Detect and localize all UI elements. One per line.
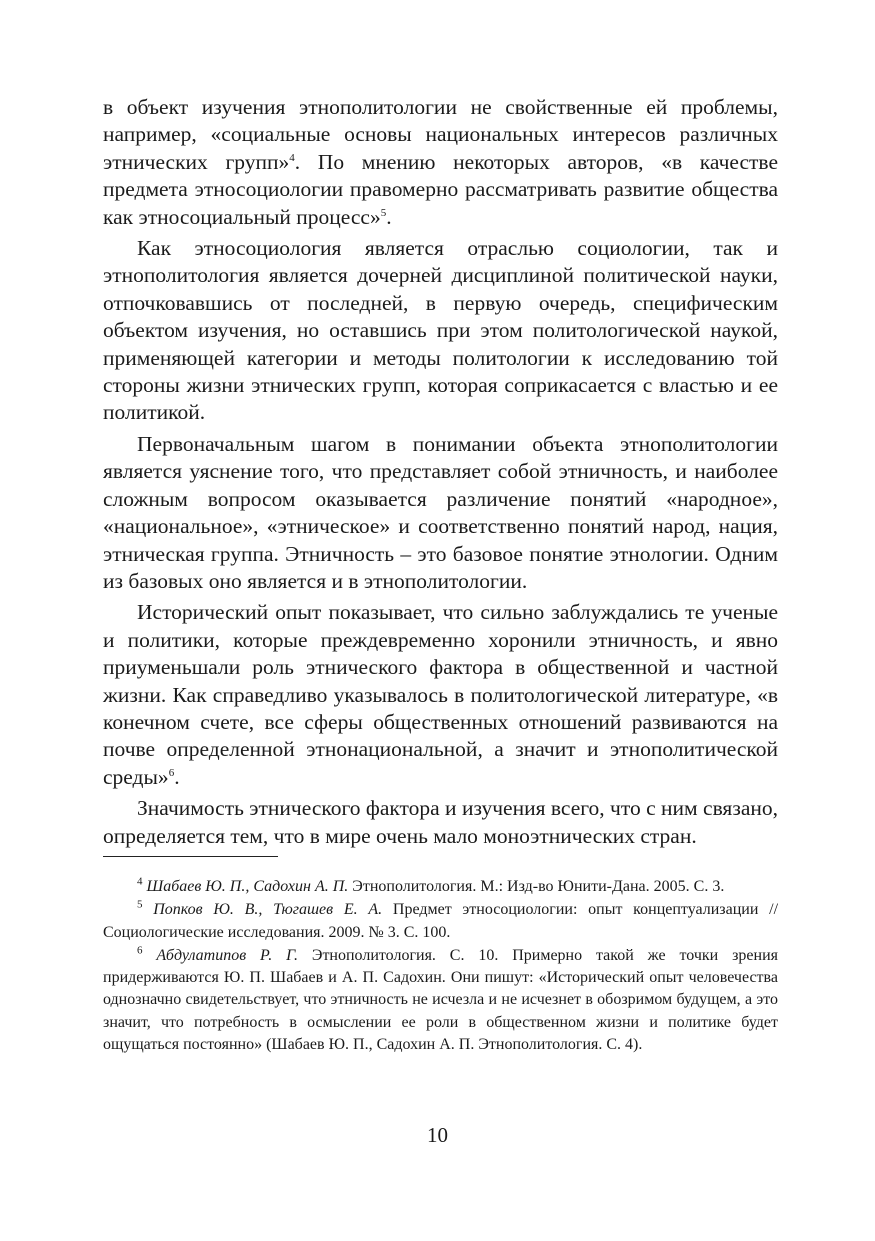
footnote-text: Этнополитология. С. 10. Примерно такой же точки зрения придерживаются Ю. П. Шабаев и А. П. Садохин. Они пишут: «Исторический опыт человечества однозначно свидетельствует, что этничность не исчезла и не исчезнет в обозримом будущем, а это значит, что потребность в осмыслении ее роли в общественном жизни и политике будет ощущаться постоянно» (Шабаев Ю. П., Садохин А. П. Этнополитология. С. 4). — [103, 946, 779, 1054]
footnote-text: Предмет этносоциологии: опыт концептуализации // Социологические исследования. 2009. № 3. С. 100. — [103, 901, 779, 941]
paragraph-2: Как этносоциология является отраслью социологии, так и этнополитология является дочерней дисциплиной политической науки, отпочковавшись от последней, в первую очередь, специфическим объектом изучения, но оставшись при этом политологической наукой, применяющей категории и методы политологии к исследованию той стороны жизни этнических групп, которая соприкасается с властью и ее политикой. — [103, 236, 778, 425]
main-text — [103, 94, 778, 850]
footnote-author: Абдулатипов Р. Г. — [156, 946, 298, 964]
page-number: 10 — [427, 1123, 448, 1147]
footnote-author: Попков Ю. В., Тюгашев Е. А. — [153, 901, 383, 919]
footnote-number: 5 — [137, 898, 143, 911]
footnote-ref-6[interactable]: 6 — [168, 766, 175, 779]
footnotes — [103, 876, 778, 1056]
paragraph-1: в объект изучения этнополитологии не свойственные ей проблемы, например, «социальные основы национальных интересов различных этнических групп»$^4$. По мнению некоторых авторов, «в качестве предмета этносоциологии правомерно рассматривать развитие общества как этносоциальный процесс»$^5$. — [103, 95, 778, 229]
footnote-5 — [103, 899, 778, 944]
footnote-6 — [103, 945, 778, 1056]
footnote-text: Этнополитология. М.: Изд-во Юнити-Дана. 2005. С. 3. — [352, 878, 725, 895]
footnote-divider — [103, 856, 278, 857]
footnote-4 — [103, 876, 778, 898]
footnote-ref-4[interactable]: 4 — [289, 151, 295, 164]
paragraph-4: Исторический опыт показывает, что сильно заблуждались те ученые и политики, которые преждевременно хоронили этничность, и явно приуменьшали роль этнического фактора в общественной и частной жизни. Как справедливо указывалось в политологической литературе, «в конечном счете, все сферы общественных отношений развиваются на почве определенной этнонациональной, а значит и этнополитической среды»$^6$. — [103, 600, 778, 789]
paragraph-5: Значимость этнического фактора и изучения всего, что с ним связано, определяется тем, что в мире очень мало моноэтнических стран. — [103, 796, 778, 848]
footnote-number: 4 — [137, 875, 143, 888]
footnote-number: 6 — [137, 944, 143, 957]
footnote-author: Шабаев Ю. П., Садохин А. П. — [146, 878, 349, 895]
footnote-ref-5[interactable]: 5 — [380, 206, 387, 219]
paragraph-3: Первоначальным шагом в понимании объекта этнополитологии является уяснение того, что представляет собой этничность, и наиболее сложным вопросом оказывается различение понятий «народное», «национальное», «этническое» и соответственно понятий народ, нация, этническая группа. Этничность – это базовое понятие этнологии. Одним из базовых оно является и в этнополитологии. — [103, 431, 778, 593]
